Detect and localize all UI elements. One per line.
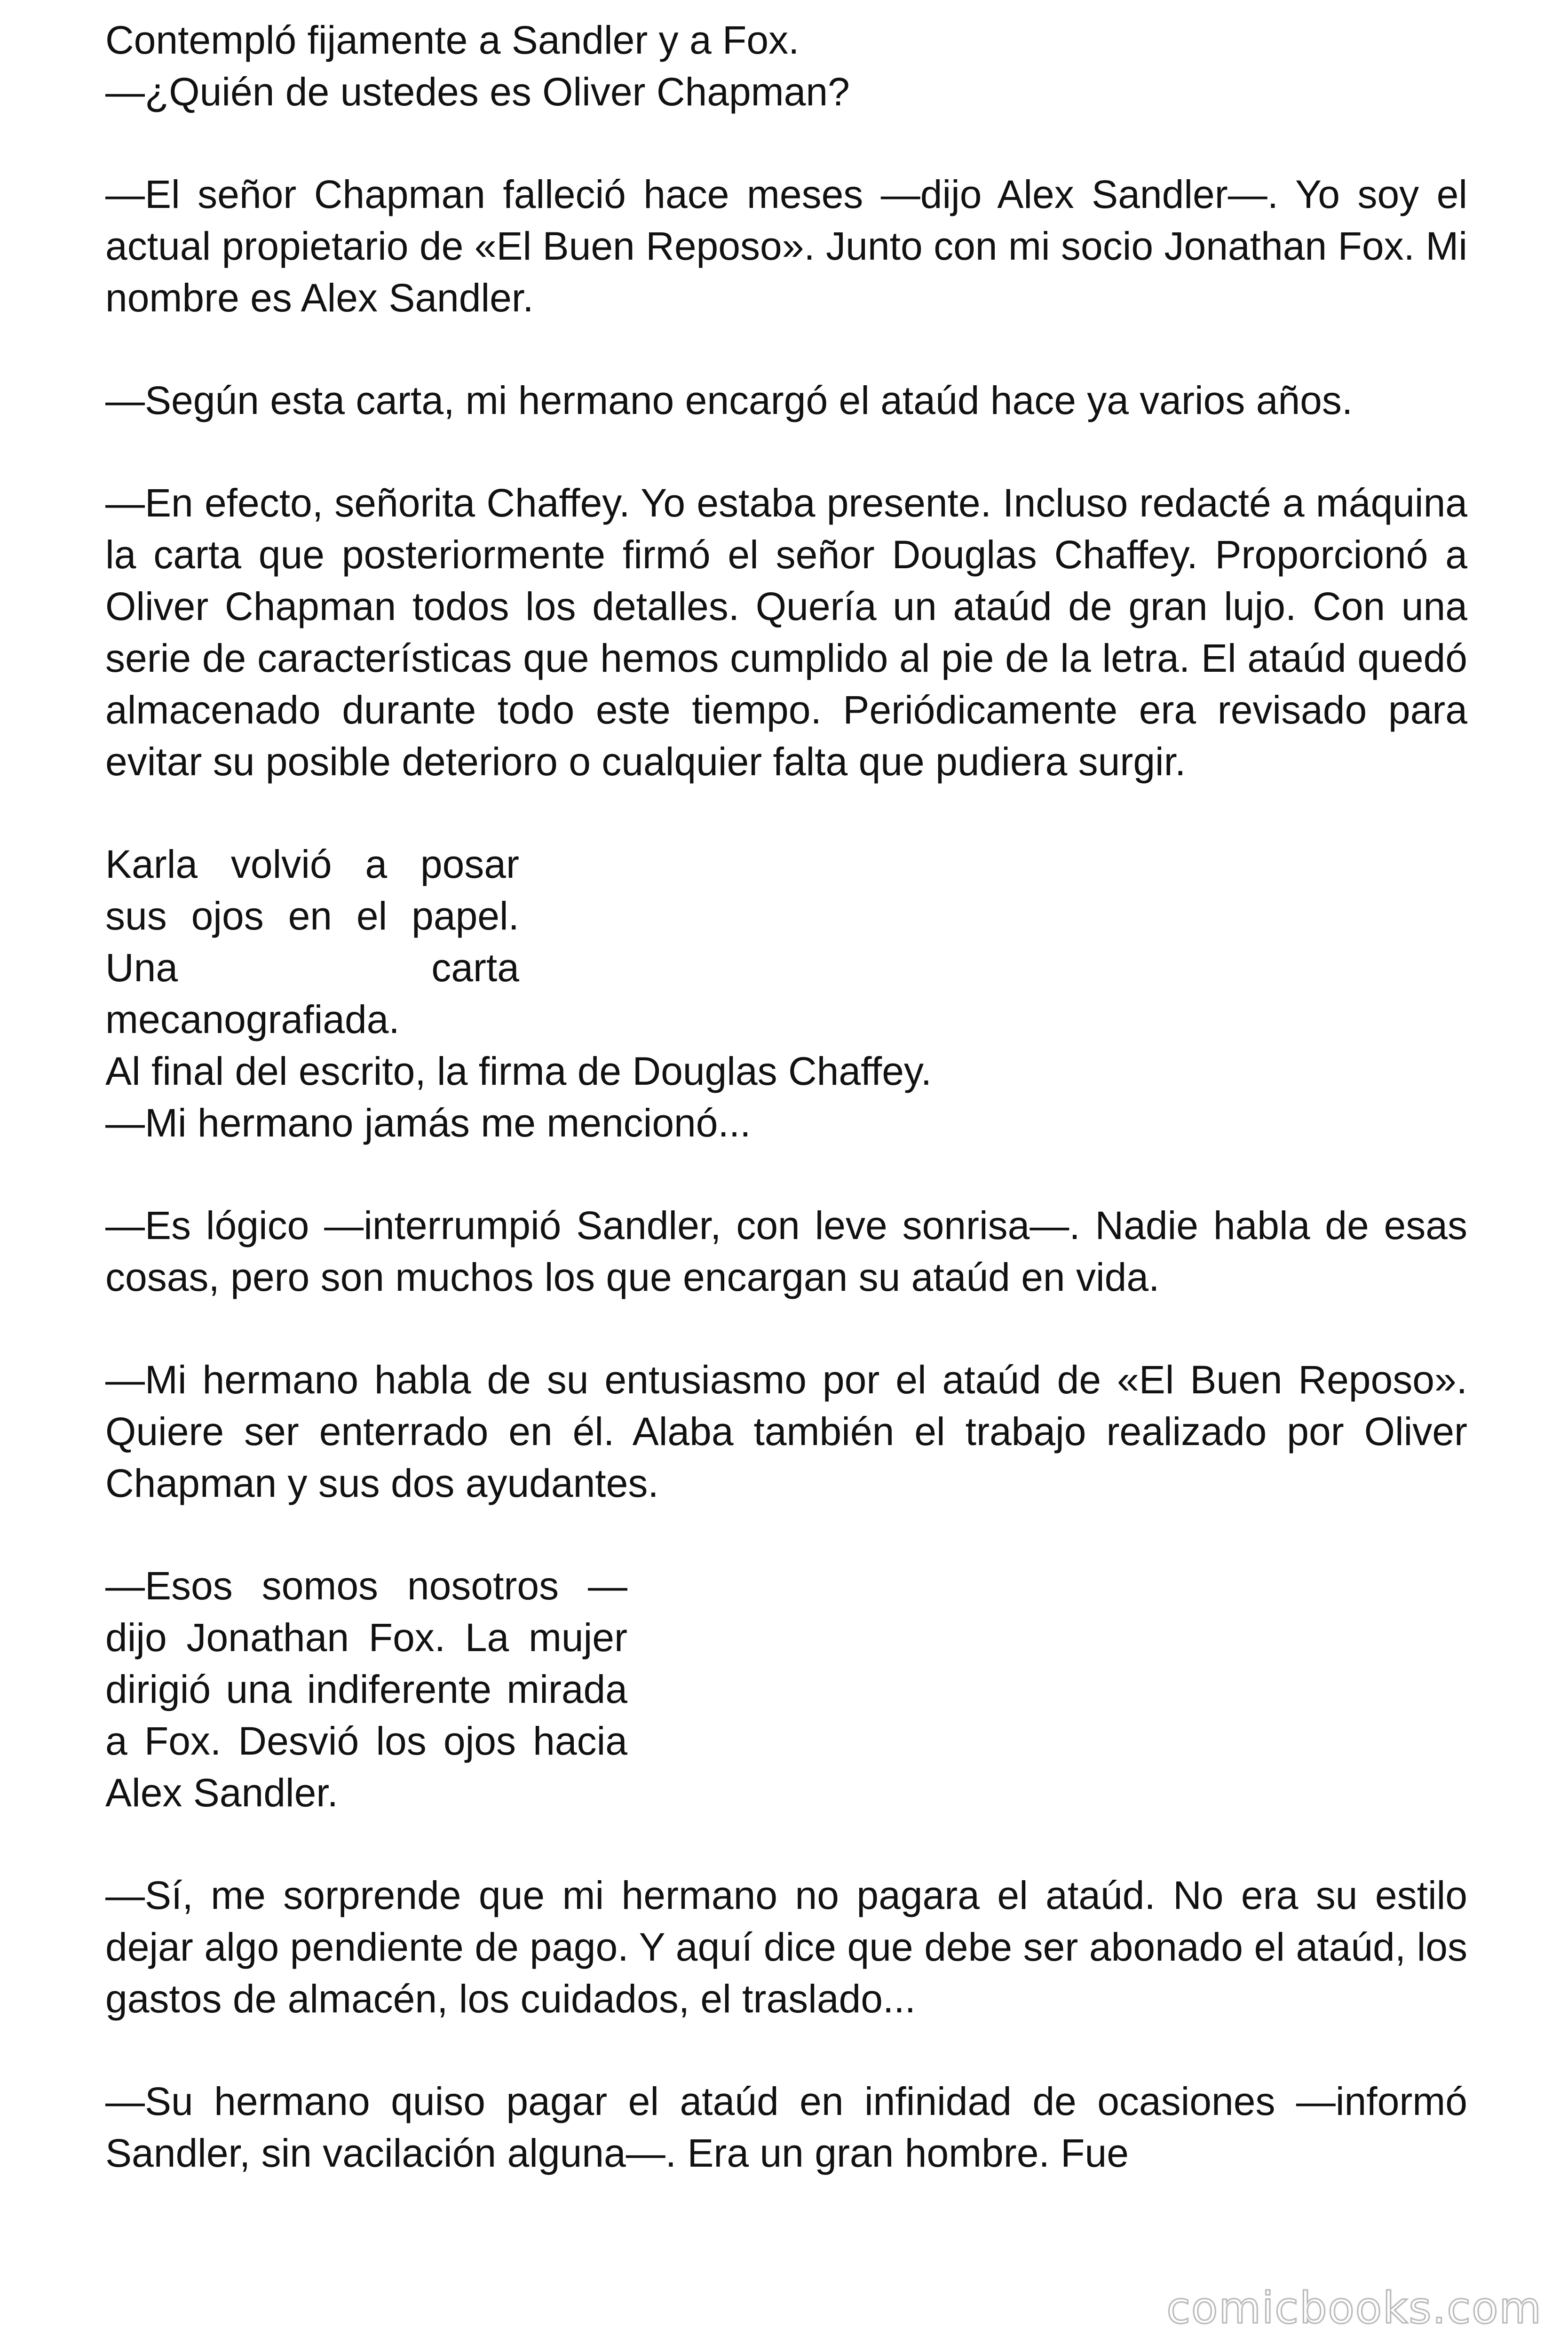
paragraph: —Sí, me sorprende que mi hermano no pagara el ataúd. No era su estilo dejar algo pendiente de pago. Y aquí dice que debe ser abonado el ataúd, los gastos de almacén, los cuidados, el traslado...: [105, 1873, 1467, 2021]
paragraph: —Mi hermano habla de su entusiasmo por el ataúd de «El Buen Reposo». Quiere ser enterrado en él. Alaba también el trabajo realizado por Oliver Chapman y sus dos ayudantes.: [105, 1358, 1467, 1505]
text-line: —¿Quién de ustedes es Oliver Chapman?: [105, 70, 850, 114]
narrow-text-block: Karla volvió a posar sus ojos en el papel. Una carta mecanografiada.: [105, 842, 519, 1041]
paragraph: —En efecto, señorita Chaffey. Yo estaba presente. Incluso redacté a máquina la carta que posteriormente firmó el señor Douglas Chaffey. Proporcionó a Oliver Chapman todos los detalles. Quería un ataúd de gran lujo. Con una serie de características que hemos cumplido al pie de la letra. El ataúd quedó almacenado durante todo este tiempo. Periódicamente era revisado para evitar su posible deterioro o cualquier falta que pudiera surgir.: [105, 481, 1467, 784]
paragraph-with-narrow-block: [105, 838, 1467, 1149]
text-line: —Mi hermano jamás me mencionó...: [105, 1101, 751, 1145]
text-line: Al final del escrito, la firma de Douglas Chaffey.: [105, 1049, 932, 1093]
paragraph-narrow: [105, 1560, 1467, 1819]
watermark-logo: comicbooks.com: [1166, 2283, 1542, 2333]
paragraph: —Según esta carta, mi hermano encargó el ataúd hace ya varios años.: [105, 378, 1353, 422]
text-line: Contempló fijamente a Sandler y a Fox.: [105, 18, 800, 62]
book-page: [105, 14, 1467, 2179]
paragraph-opening: [105, 14, 1467, 118]
paragraph: —El señor Chapman falleció hace meses —dijo Alex Sandler—. Yo soy el actual propietario de «El Buen Reposo». Junto con mi socio Jonathan Fox. Mi nombre es Alex Sandler.: [105, 172, 1467, 320]
paragraph: —Su hermano quiso pagar el ataúd en infinidad de ocasiones —informó Sandler, sin vacilación alguna—. Era un gran hombre. Fue: [105, 2079, 1467, 2175]
narrow-text-block: —Esos somos nosotros —dijo Jonathan Fox. La mujer dirigió una indiferente mirada a Fox. Desvió los ojos hacia Alex Sandler.: [105, 1564, 627, 1815]
paragraph: —Es lógico —interrumpió Sandler, con leve sonrisa—. Nadie habla de esas cosas, pero son muchos los que encargan su ataúd en vida.: [105, 1203, 1467, 1299]
